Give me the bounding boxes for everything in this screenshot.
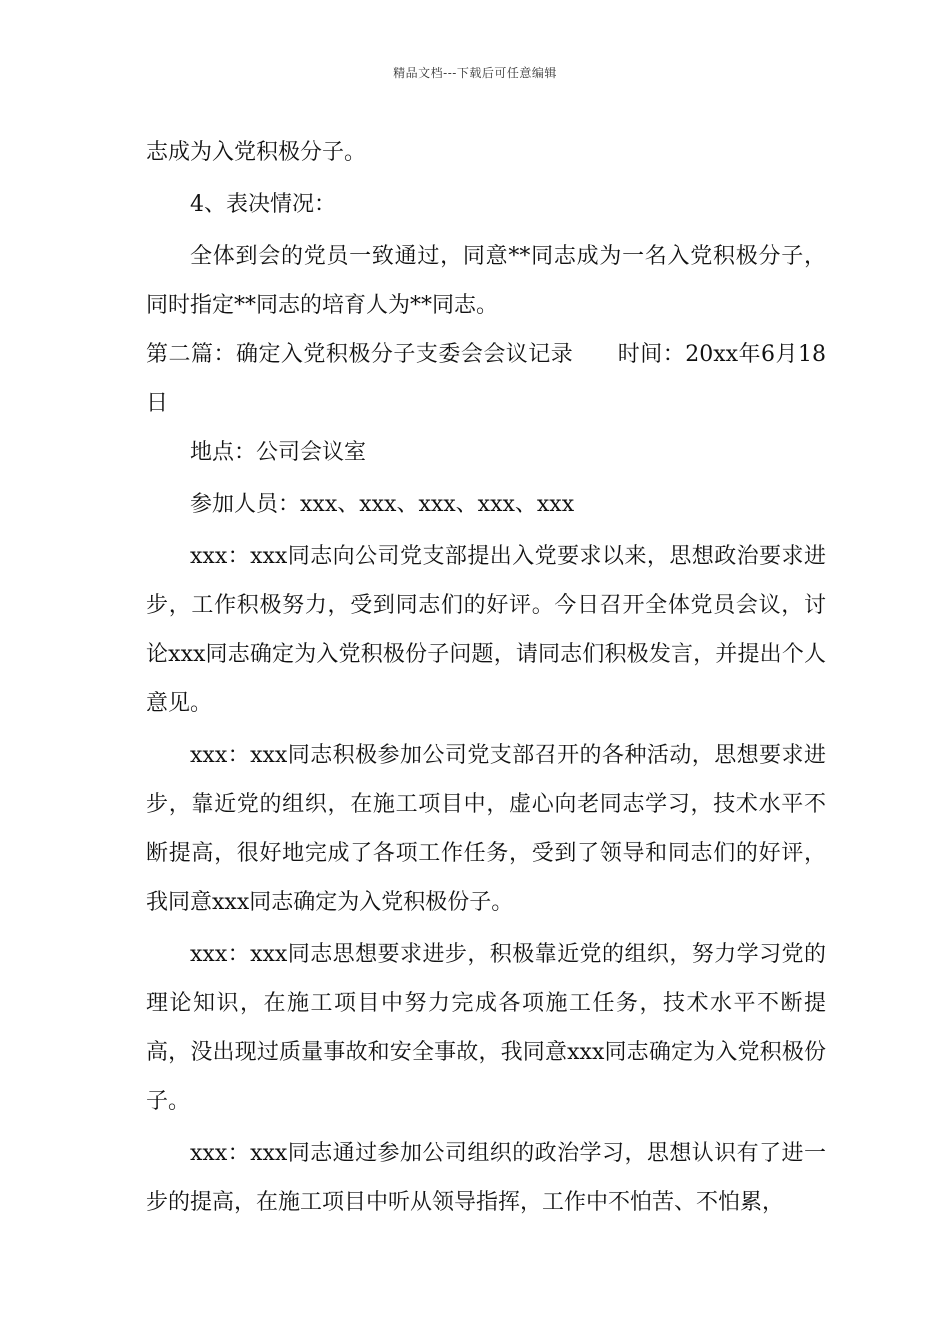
paragraph-location: 地点：公司会议室 [190, 440, 367, 465]
paragraph-speech-1: xxx：xxx同志向公司党支部提出入党要求以来，思想政治要求进步，工作积极努力，受到同志们的好评。今日召开全体党员会议，讨论xxx同志确定为入党积极份子问题，请同志们积极发言，并提出个人意见。 [146, 544, 826, 716]
paragraph-speech-2: xxx：xxx同志积极参加公司党支部召开的各种活动，思想要求进步，靠近党的组织，在施工项目中，虚心向老同志学习，技术水平不断提高，很好地完成了各项工作任务，受到了领导和同志们的好评，我同意xxx同志确定为入党积极份子。 [146, 743, 826, 915]
paragraph-attendees: 参加人员：xxx、xxx、xxx、xxx、xxx [190, 492, 575, 517]
paragraph-vote-heading: 4、表决情况： [190, 192, 336, 217]
page-header: 精品文档---下载后可任意编辑 [393, 66, 557, 80]
paragraph-vote-result: 全体到会的党员一致通过，同意**同志成为一名入党积极分子，同时指定**同志的培育人为**同志。 [146, 244, 826, 318]
section-title: 第二篇：确定入党积极分子支委会会议记录 [146, 342, 574, 367]
paragraph-speech-3: xxx：xxx同志思想要求进步，积极靠近党的组织，努力学习党的理论知识，在施工项目中努力完成各项施工任务，技术水平不断提高，没出现过质量事故和安全事故，我同意xxx同志确定为入党积极份子。 [146, 942, 826, 1114]
paragraph-speech-4: xxx：xxx同志通过参加公司组织的政治学习，思想认识有了进一步的提高，在施工项目中听从领导指挥，工作中不怕苦、不怕累， [146, 1141, 826, 1215]
section-title-line [146, 330, 826, 428]
meeting-time: 时间：20xx年6月18日 [146, 342, 826, 416]
document-body [146, 128, 826, 1227]
paragraph-continuation: 志成为入党积极分子。 [146, 140, 367, 165]
